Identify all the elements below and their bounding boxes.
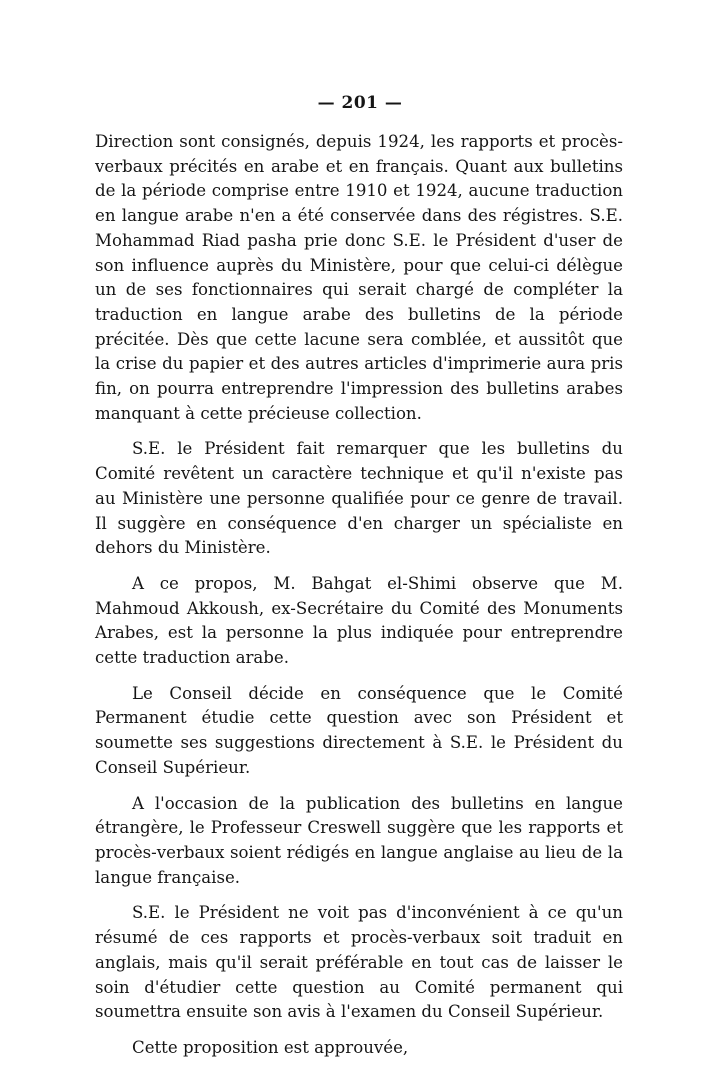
paragraph-4: Le Conseil décide en conséquence que le Comité Permanent étudie cette question avec son Président et soumette ses suggestions directement à S.E. le Président du Conseil Supérieur. — [95, 683, 623, 777]
paragraph-5: A l'occasion de la publication des bulletins en langue étrangère, le Professeur Creswell suggère que les rapports et procès-verbaux soient rédigés en langue anglaise au lieu de la langue française. — [95, 793, 623, 887]
body-text — [95, 130, 623, 1072]
paragraph-3: A ce propos, M. Bahgat el-Shimi observe que M. Mahmoud Akkoush, ex-Secrétaire du Comité des Monuments Arabes, est la personne la plus indiquée pour entreprendre cette traduction arabe. — [95, 573, 623, 668]
paragraph-6: S.E. le Président ne voit pas d'inconvénient à ce qu'un résumé de ces rapports et procès-verbaux soit traduit en anglais, mais qu'il serait préférable en tout cas de laisser le soin d'étudier cette question au Comité permanent qui soumettra ensuite son avis à l'examen du Conseil Supérieur. — [95, 903, 623, 1022]
paragraph-1: Direction sont consignés, depuis 1924, les rapports et procès-verbaux précités en arabe et en français. Quant aux bulletins de la période comprise entre 1910 et 1924, aucune traduction en langue arabe n'en a été conservée dans des régistres. S.E. Mohammad Riad pasha prie donc S.E. le Président d'user de son influence auprès du Ministère, pour que celui-ci délègue un de ses fonctionnaires qui serait chargé de compléter la traduction en langue arabe des bulletins de la période précitée. Dès que cette lacune sera comblée, et aussitôt que la crise du papier et des autres articles d'imprimerie aura pris fin, on pourra entreprendre l'impression des bulletins arabes manquant à cette précieuse collection. — [95, 132, 623, 423]
paragraph-7: Cette proposition est approuvée, — [132, 1037, 409, 1057]
paragraph-2: S.E. le Président fait remarquer que les bulletins du Comité revêtent un caractère technique et qu'il n'existe pas au Ministère une personne qualifiée pour ce genre de travail. Il suggère en conséquence d'en charger un spécialiste en dehors du Ministère. — [95, 439, 623, 558]
page-number: — 201 — — [317, 93, 403, 113]
